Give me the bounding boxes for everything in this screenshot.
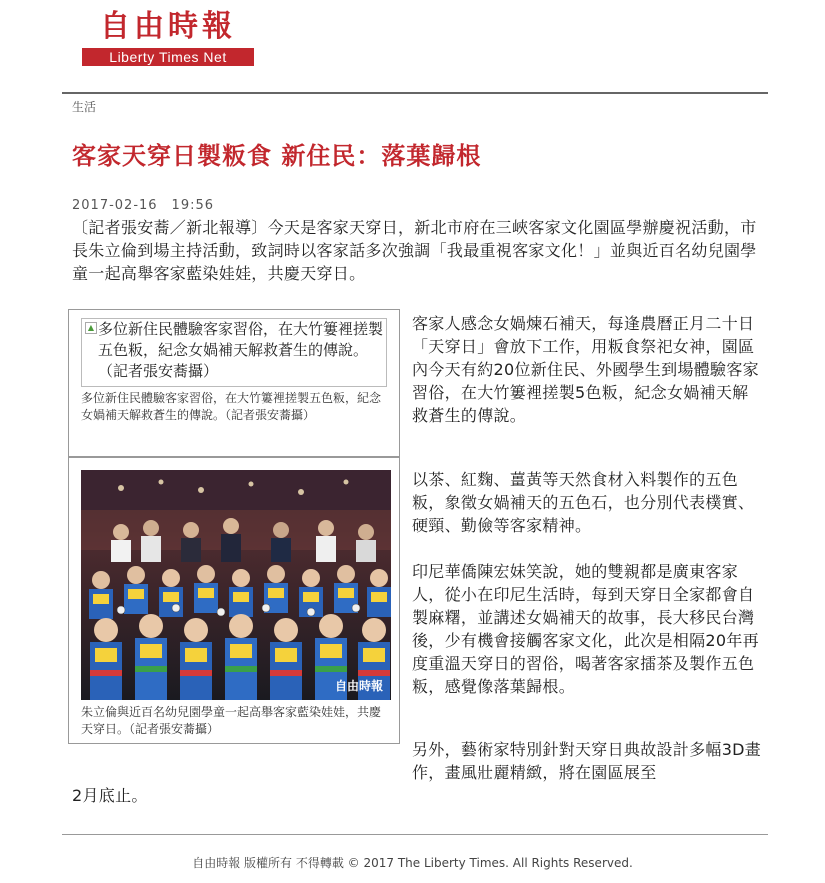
article-paragraph-4-part-a: 另外，藝術家特別針對天穿日典故設計多幅3D畫作，畫風壯麗精緻，將在園區展至 bbox=[412, 740, 762, 782]
broken-image-placeholder bbox=[81, 318, 387, 387]
photo-watermark: 自由時報 bbox=[334, 679, 383, 693]
footer-divider bbox=[62, 834, 768, 835]
logo-english-text: Liberty Times Net bbox=[82, 48, 254, 66]
article-headline: 客家天穿日製粄食 新住民：落葉歸根 bbox=[72, 142, 482, 170]
article-paragraph-2: 以茶、紅麴、薑黃等天然食材入料製作的五色粄，象徵女媧補天的五色石，也分別代表樸實、硬頸、勤儉等客家精神。 bbox=[412, 470, 755, 535]
logo-chinese-text: 自由時報 bbox=[100, 9, 236, 44]
figure-caption: 朱立倫與近百名幼兒園學童一起高舉客家藍染娃娃，共慶天穿日。（記者張安蕎攝） bbox=[81, 705, 382, 736]
article-paragraph-1: 客家人感念女媧煉石補天，每逢農曆正月二十日「天穿日」會放下工作，用粄食祭祀女神，園區內今天有約20位新住民、外國學生到場體驗客家習俗，在大竹簍裡搓製5色粄，紀念女媧補天解救蒼生的傳說。 bbox=[412, 314, 759, 425]
figure-caption: 多位新住民體驗客家習俗，在大竹簍裡搓製五色粄，紀念女媧補天解救蒼生的傳說。（記者張安蕎攝） bbox=[81, 391, 382, 422]
article-paragraph-4-part-b: 2月底止。 bbox=[72, 786, 148, 805]
liberty-times-logo[interactable] bbox=[82, 8, 254, 66]
children-group-photo bbox=[81, 470, 391, 700]
copyright-footer: 自由時報 版權所有 不得轉載 © 2017 The Liberty Times. All Rights Reserved. bbox=[192, 856, 633, 870]
header-divider bbox=[62, 92, 768, 94]
article-paragraph-3: 印尼華僑陳宏妹笑說，她的雙親都是廣東客家人，從小在印尼生活時，每到天穿日全家都會自製麻糬，並講述女媧補天的故事，長大移民台灣後，少有機會接觸客家文化，此次是相隔20年再度重溫天穿日的習俗，喝著客家擂茶及製作五色粄，感覺像落葉歸根。 bbox=[412, 562, 759, 696]
image-alt-text: 多位新住民體驗客家習俗，在大竹簍裡搓製五色粄，紀念女媧補天解救蒼生的傳說。（記者張安蕎攝） bbox=[98, 320, 384, 380]
article-paragraph-4 bbox=[72, 738, 762, 807]
article-datetime: 2017-02-16 19:56 bbox=[72, 198, 215, 213]
section-label[interactable]: 生活 bbox=[72, 100, 97, 114]
figure-new-residents bbox=[68, 309, 400, 457]
article-lead-paragraph: 〔記者張安蕎／新北報導〕今天是客家天穿日，新北市府在三峽客家文化園區學辦慶祝活動，市長朱立倫到場主持活動，致詞時以客家話多次強調「我最重視客家文化！」並與近百名幼兒園學童一起高舉客家藍染娃娃，共慶天穿日。 bbox=[72, 218, 757, 283]
figure-children-group-photo bbox=[68, 457, 400, 744]
broken-image-icon: ▲ bbox=[85, 322, 97, 334]
